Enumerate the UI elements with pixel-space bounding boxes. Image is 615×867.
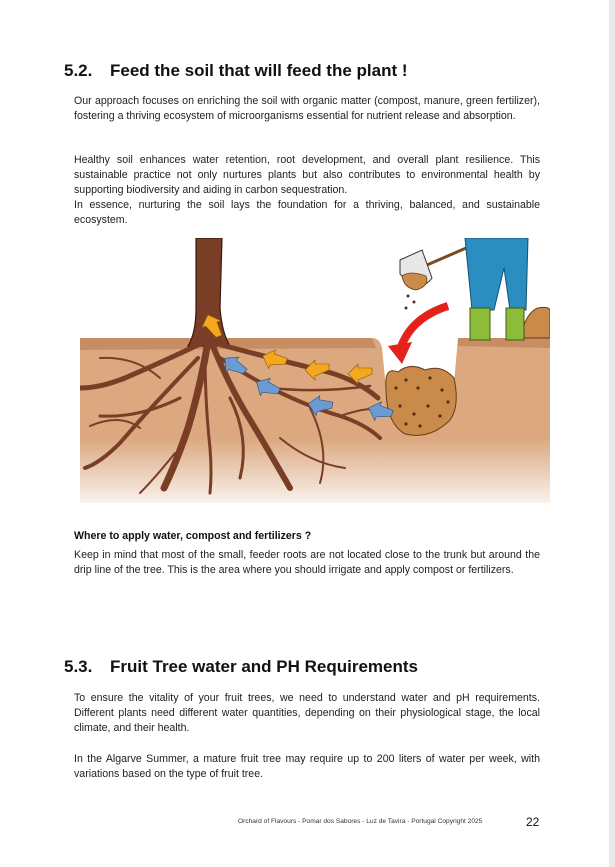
page-edge-shadow: [609, 0, 615, 867]
subheading: Where to apply water, compost and fertilizers ?: [74, 530, 312, 542]
gardener-jeans: [465, 238, 528, 310]
section-title: Fruit Tree water and PH Requirements: [110, 657, 418, 676]
gardener-boot-right: [506, 308, 524, 340]
section-title: Feed the soil that will feed the plant !: [110, 61, 408, 80]
shovel-compost: [402, 273, 427, 290]
paragraph: In essence, nurturing the soil lays the foundation for a thriving, balanced, and sustainable ecosystem.: [74, 199, 540, 226]
paragraph: To ensure the vitality of your fruit trees, we need to understand water and pH requirements. Different plants need different water quantities, depending on their physiological stage, the local climate, and their health.: [74, 692, 540, 734]
section-heading-5-2: [64, 61, 408, 81]
footer-text: Orchard of Flavours - Pomar dos Sabores - Luz de Tavira - Portugal Copyright 2025: [238, 818, 483, 825]
section-number: 5.2.: [64, 61, 93, 80]
red-arrow-head: [388, 342, 412, 364]
gardener-boot-left: [470, 308, 490, 340]
paragraph: Healthy soil enhances water retention, root development, and overall plant resilience. This sustainable practice not only nurtures plants but also contributes to environmental health by supporting biodiversity and aiding in carbon sequestration.: [74, 154, 540, 196]
paragraph: In the Algarve Summer, a mature fruit tree may require up to 200 liters of water per week, with variations based on the type of fruit tree.: [74, 753, 540, 780]
tree-roots-compost-illustration: [80, 238, 550, 503]
section-number: 5.3.: [64, 657, 93, 676]
page-number: 22: [526, 815, 540, 829]
paragraph: Our approach focuses on enriching the soil with organic matter (compost, manure, green fertilizer), fostering a thriving ecosystem of microorganisms essential for nutrient release and absorption.: [74, 95, 540, 122]
section-heading-5-3: [64, 657, 418, 677]
paragraph: Keep in mind that most of the small, feeder roots are not located close to the trunk but around the drip line of the tree. This is the area where you should irrigate and apply compost or fertilizers.: [74, 549, 540, 576]
falling-compost: [405, 295, 416, 310]
